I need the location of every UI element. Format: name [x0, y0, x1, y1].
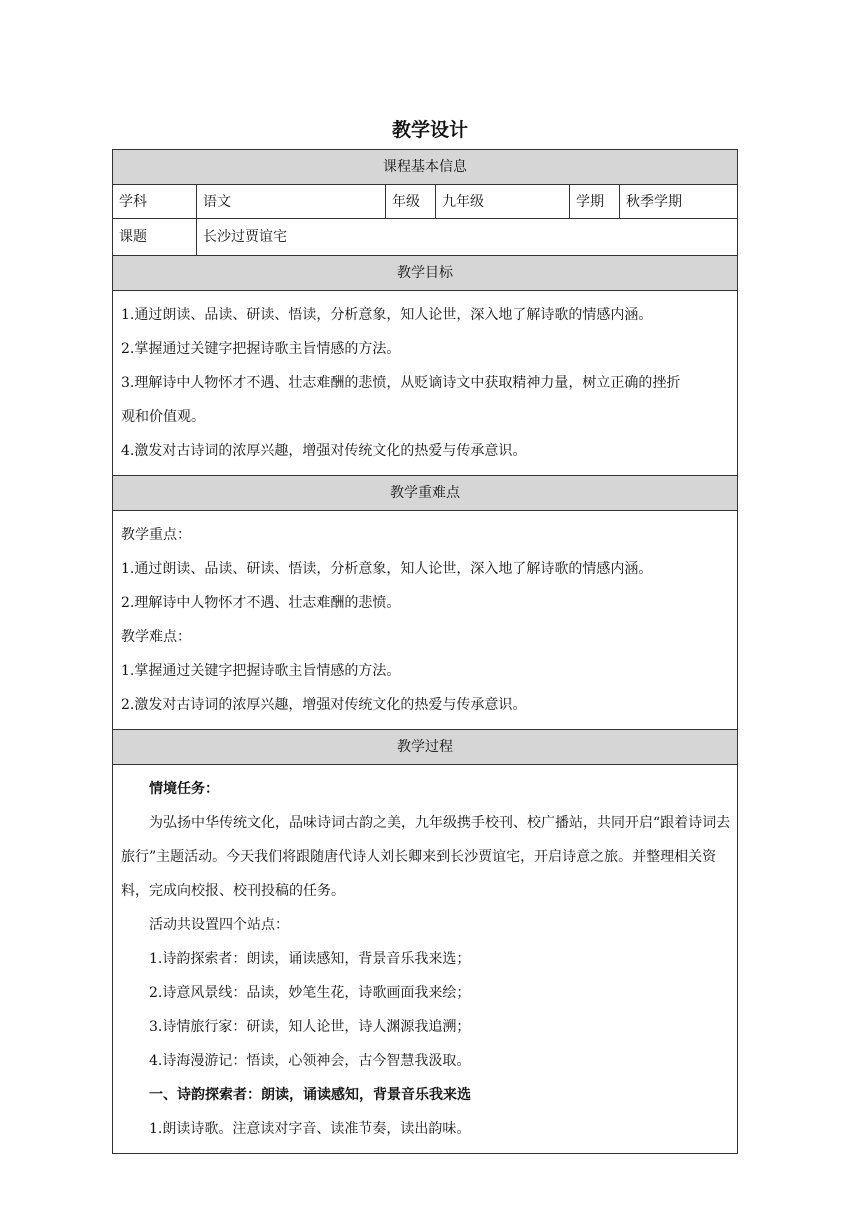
- station-item: 3.诗情旅行家：研读，知人论世，诗人渊源我追溯；: [149, 1019, 471, 1035]
- stations-intro: 活动共设置四个站点：: [149, 917, 289, 933]
- objectives-content: [113, 291, 738, 476]
- objective-item: 4.激发对古诗词的浓厚兴趣，增强对传统文化的热爱与传承意识。: [121, 443, 527, 459]
- station-item: 4.诗海漫游记：悟读，心领神会，古今智慧我汲取。: [149, 1053, 471, 1069]
- key-points-content: [113, 511, 738, 730]
- term-value: 秋季学期: [620, 185, 738, 219]
- objective-item: 2.掌握通过关键字把握诗歌主旨情感的方法。: [121, 341, 401, 357]
- grade-label: 年级: [386, 185, 436, 219]
- lesson-plan-table: [112, 149, 738, 1154]
- term-label: 学期: [570, 185, 620, 219]
- objectives-header: 教学目标: [113, 256, 738, 291]
- topic-value: 长沙过贾谊宅: [197, 219, 738, 256]
- difficult-point-item: 2.激发对古诗词的浓厚兴趣，增强对传统文化的热爱与传承意识。: [121, 697, 527, 713]
- objective-item: 3.理解诗中人物怀才不遇、壮志难酬的悲愤，从贬谪诗文中获取精神力量，树立正确的挫折: [121, 375, 681, 391]
- objective-item: 1.通过朗读、品读、研读、悟读，分析意象，知人论世，深入地了解诗歌的情感内涵。: [121, 307, 653, 323]
- section1-step: 1.朗读诗歌。注意读对字音、读准节奏，读出韵味。: [149, 1121, 471, 1137]
- topic-label: 课题: [113, 219, 197, 256]
- section1-heading: 一、诗韵探索者：朗读，诵读感知，背景音乐我来选: [149, 1087, 471, 1103]
- process-header: 教学过程: [113, 730, 738, 765]
- subject-value: 语文: [197, 185, 386, 219]
- scenario-heading: 情境任务：: [149, 781, 219, 797]
- scenario-text: 为弘扬中华传统文化，品味诗词古韵之美，九年级携手校刊、校广播站，共同开启“跟着诗词去旅行”主题活动。今天我们将跟随唐代诗人刘长卿来到长沙贾谊宅，开启诗意之旅。并整理相关资料，完成向校报、校刊投稿的任务。: [121, 815, 731, 899]
- key-point-item: 2.理解诗中人物怀才不遇、壮志难酬的悲愤。: [121, 595, 401, 611]
- difficult-points-label: 教学难点：: [121, 629, 191, 645]
- key-points-label: 教学重点：: [121, 527, 191, 543]
- process-content: [113, 765, 738, 1154]
- key-point-item: 1.通过朗读、品读、研读、悟读，分析意象，知人论世，深入地了解诗歌的情感内涵。: [121, 561, 653, 577]
- subject-label: 学科: [113, 185, 197, 219]
- station-item: 2.诗意风景线：品读，妙笔生花，诗歌画面我来绘；: [149, 985, 471, 1001]
- difficult-point-item: 1.掌握通过关键字把握诗歌主旨情感的方法。: [121, 663, 401, 679]
- course-info-header: 课程基本信息: [113, 150, 738, 185]
- station-item: 1.诗韵探索者：朗读，诵读感知，背景音乐我来选；: [149, 951, 471, 967]
- key-points-header: 教学重难点: [113, 476, 738, 511]
- objective-item: 观和价值观。: [121, 409, 205, 425]
- document-title: 教学设计: [391, 119, 468, 141]
- grade-value: 九年级: [436, 185, 570, 219]
